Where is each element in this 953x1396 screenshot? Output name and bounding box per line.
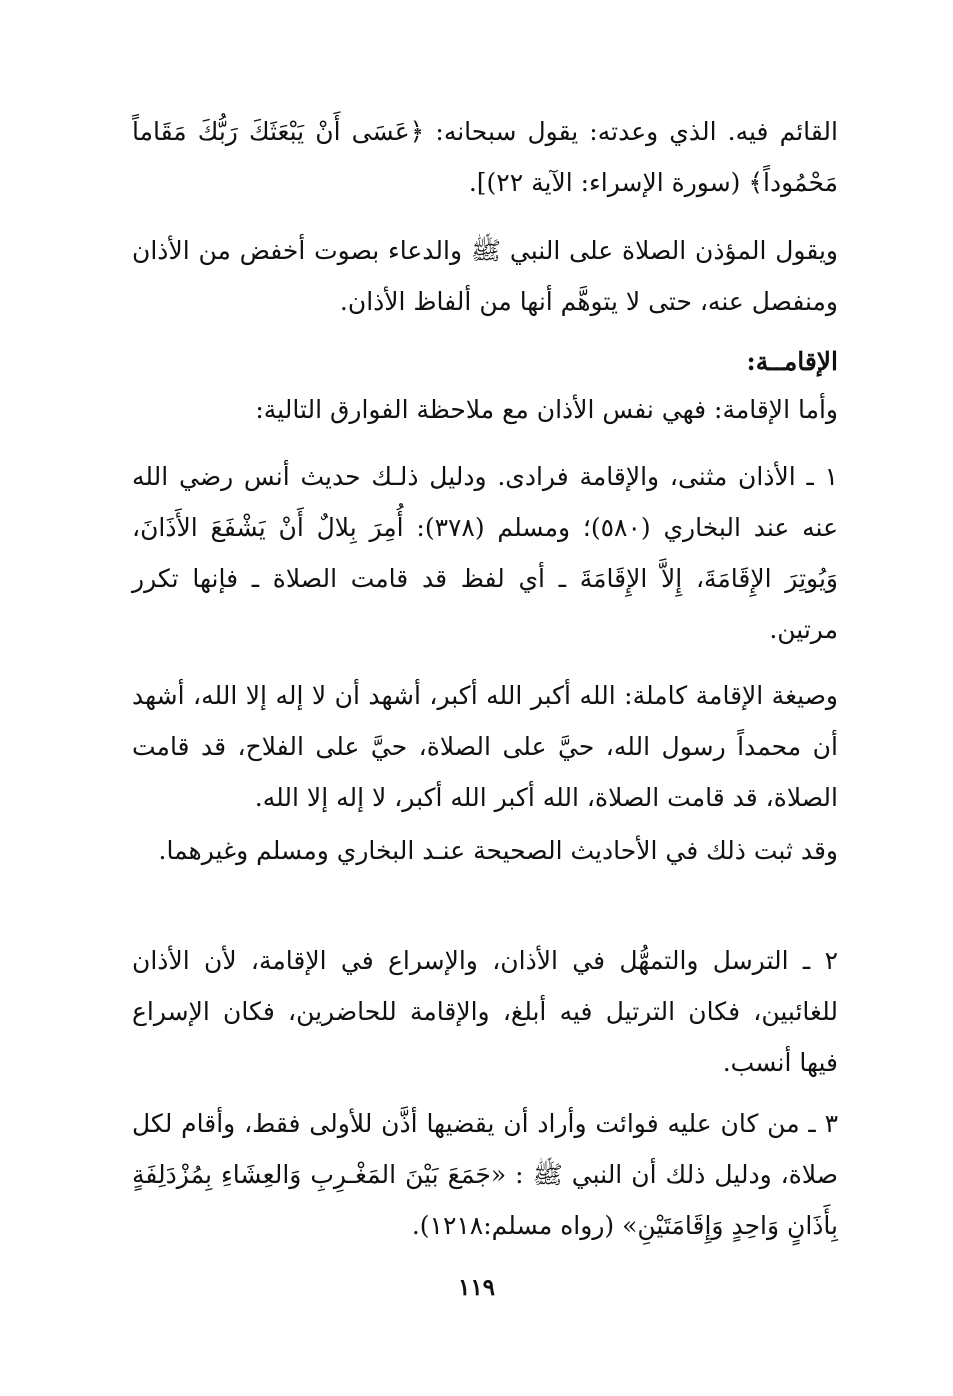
paragraph-difference-1: ١ ـ الأذان مثنى، والإقامة فرادى. ودليل ذلـك حديث أنس رضي الله عنه عند البخاري (٥٨٠)؛ ومسلم (٣٧٨): أُمِرَ بِلالٌ أَنْ يَشْفَعَ الأَذَانَ، وَيُوتِرَ الإِقَامَةَ، إِلاَّ الإِقَامَةَ ـ أي لفظ قد قامت الصلاة ـ فإنها تكرر مرتين. xyxy=(132,462,839,644)
paragraph-quran-verse: القائم فيه. الذي وعدته: يقول سبحانه: ﴿عَسَى أَنْ يَبْعَثَكَ رَبُّكَ مَقَاماً مَحْمُوداً﴾ (سورة الإسراء: الآية ٢٢)]. xyxy=(132,117,838,197)
paragraph-hadith-evidence: وقد ثبت ذلك في الأحاديث الصحيحة عنـد البخاري ومسلم وغيرهما. xyxy=(158,836,838,865)
paragraph-difference-2: ٢ ـ الترسل والتمهُّل في الأذان، والإسراع في الإقامة، لأن الأذان للغائبين، فكان الترتيل فيه أبلغ، والإقامة للحاضرين، فكان الإسراع فيها أنسب. xyxy=(132,946,838,1077)
paragraph-difference-3: ٣ ـ من كان عليه فوائت وأراد أن يقضيها أذَّن للأولى فقط، وأقام لكل صلاة، ودليل ذلك أن النبي ﷺ : «جَمَعَ بَيْنَ المَغْـرِبِ وَالعِشَاءِ بِمُزْدَلِفَةٍ بِأَذَانٍ وَاحِدٍ وَإِقَامَتَيْنِ» (رواه مسلم:١٢١٨). xyxy=(132,1109,838,1240)
paragraph-iqama-intro: وأما الإقامة: فهي نفس الأذان مع ملاحظة الفوارق التالية: xyxy=(255,395,838,424)
page-number: ١١٩ xyxy=(457,1274,496,1301)
paragraph-iqama-formula: وصيغة الإقامة كاملة: الله أكبر الله أكبر، أشهد أن لا إله إلا الله، أشهد أن محمداً رسول الله، حيَّ على الصلاة، حيَّ على الفلاح، قد قامت الصلاة، قد قامت الصلاة، الله أكبر الله أكبر، لا إله إلا الله. xyxy=(132,681,838,812)
section-heading-iqama: الإقامــة: xyxy=(746,347,838,376)
paragraph-muezzin-salat: ويقول المؤذن الصلاة على النبي ﷺ والدعاء بصوت أخفض من الأذان ومنفصل عنه، حتى لا يتوهَّم أنها من ألفاظ الأذان. xyxy=(132,236,838,316)
